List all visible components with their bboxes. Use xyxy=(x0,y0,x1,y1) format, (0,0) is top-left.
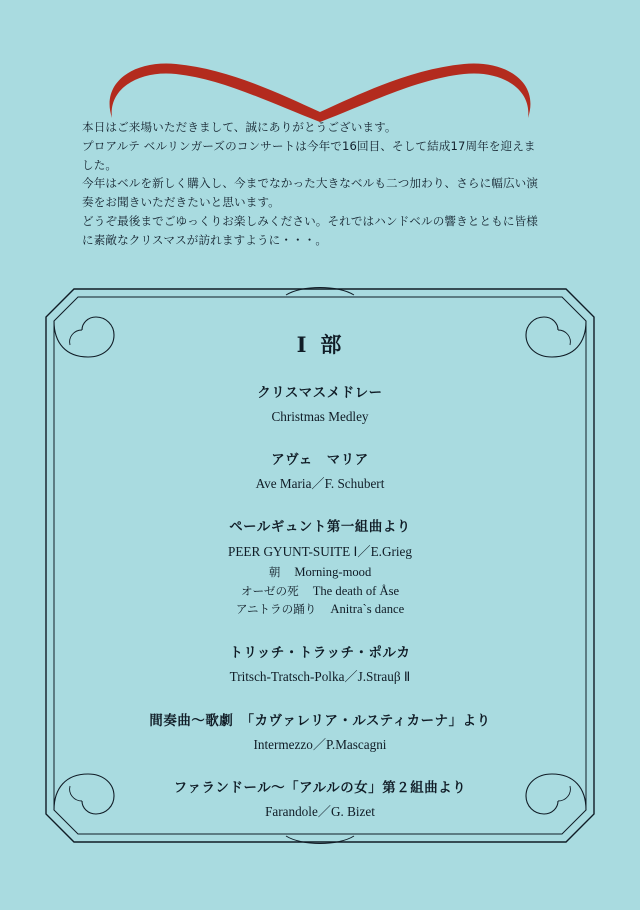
greeting-text xyxy=(82,118,552,249)
piece-title-jp: トリッチ・トラッチ・ポルカ xyxy=(229,646,411,662)
greeting-line: どうぞ最後までごゆっくりお楽しみください。それではハンドベルの響きとともに皆様 xyxy=(82,213,538,228)
program-piece xyxy=(74,385,566,426)
piece-title-en: PEER GYUNT-SUITE Ⅰ／E.Grieg xyxy=(228,543,412,559)
greeting-line: 奏をお聞きいただきたいと思います。 xyxy=(82,195,280,210)
greeting-line: 今年はベルを新しく購入し、今までなかった大きなベルも二つ加わり、さらに幅広い演 xyxy=(82,176,539,191)
part-number: Ⅰ xyxy=(296,332,321,357)
movement-title-en: The death of Åse xyxy=(312,583,400,598)
movement-title-jp: オーゼの死 xyxy=(240,583,299,598)
piece-title-jp: ファランドール〜「アルルの女」第２組曲より xyxy=(173,780,467,796)
swoosh-icon xyxy=(0,26,640,126)
piece-title-en: Intermezzo／P.Mascagni xyxy=(253,736,387,752)
piece-title-jp: クリスマスメドレー xyxy=(257,386,383,401)
movement-item xyxy=(74,600,566,619)
part-title xyxy=(74,329,566,359)
piece-title-en: Ave Maria／F. Schubert xyxy=(255,476,385,492)
movement-title-jp: アニトラの踊り xyxy=(235,602,317,617)
decorative-swoosh xyxy=(0,26,640,126)
greeting-line: プロアルテ ベルリンガーズのコンサートは今年で16回目、そして結成17周年を迎えま xyxy=(82,138,536,153)
part-word: 部 xyxy=(320,332,344,357)
piece-title-jp: 間奏曲〜歌劇 「カヴァレリア・ルスティカーナ」より xyxy=(149,713,491,729)
program-frame xyxy=(40,283,600,848)
program-piece xyxy=(74,713,566,754)
movement-title-en: Anitra`s dance xyxy=(330,602,405,617)
program-content xyxy=(74,307,566,824)
movement-list xyxy=(74,563,566,620)
movement-item xyxy=(74,563,566,582)
piece-title-en: Farandole／G. Bizet xyxy=(265,803,375,819)
movement-title-jp: 朝 xyxy=(268,564,281,579)
program-piece xyxy=(74,452,566,493)
piece-title-en: Tritsch-Tratsch-Polka／J.Strauβ Ⅱ xyxy=(229,669,411,685)
movement-title-en: Morning-mood xyxy=(294,564,372,579)
program-piece xyxy=(74,780,566,821)
piece-title-jp: ペールギュント第一組曲より xyxy=(229,520,411,536)
greeting-line: した。 xyxy=(82,157,118,172)
program-piece xyxy=(74,645,566,686)
piece-title-jp: アヴェ マリア xyxy=(271,453,369,469)
greeting-line: に素敵なクリスマスが訪れますように・・・。 xyxy=(82,232,328,247)
movement-item xyxy=(74,582,566,601)
piece-title-en: Christmas Medley xyxy=(271,409,369,425)
greeting-line: 本日はご来場いただきまして、誠にありがとうございます。 xyxy=(82,120,397,134)
program-piece xyxy=(74,519,566,619)
